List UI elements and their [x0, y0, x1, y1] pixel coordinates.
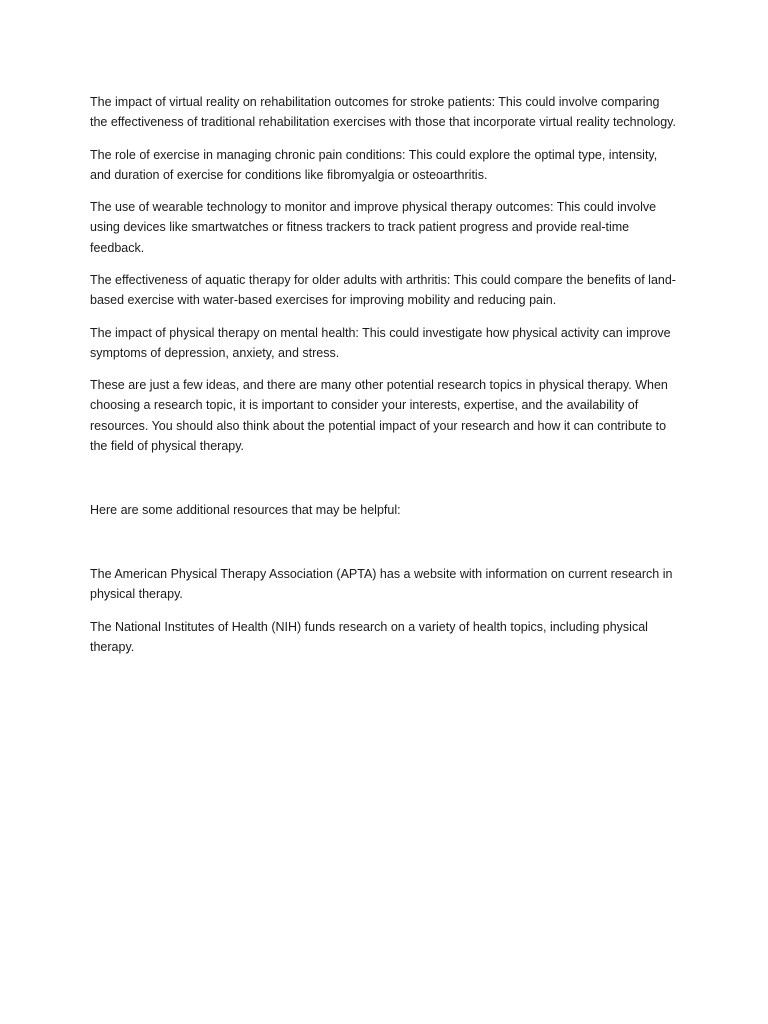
- paragraph-resources-intro: Here are some additional resources that may be helpful:: [90, 502, 401, 517]
- paragraph-apta-resource: The American Physical Therapy Association (APTA) has a website with information on current research in physical therapy.: [90, 567, 673, 602]
- paragraph-nih-resource: The National Institutes of Health (NIH) funds research on a variety of health topics, including physical therapy.: [90, 619, 648, 654]
- paragraph-wearable-technology: The use of wearable technology to monitor and improve physical therapy outcomes: This could involve using devices like smartwatches or fitness trackers to track patient progress and provide real-time feedback.: [90, 200, 657, 255]
- paragraph-mental-health: The impact of physical therapy on mental health: This could investigate how physical activity can improve symptoms of depression, anxiety, and stress.: [90, 325, 671, 360]
- paragraph-aquatic-therapy: The effectiveness of aquatic therapy for older adults with arthritis: This could compare the benefits of land-based exercise with water-based exercises for improving mobility and reducing pain.: [90, 272, 676, 308]
- document-body: [90, 92, 680, 669]
- paragraph-vr-rehabilitation: The impact of virtual reality on rehabilitation outcomes for stroke patients: This could involve comparing the effectiveness of traditional rehabilitation exercises with those that incorporate virtual reality technology.: [90, 95, 676, 130]
- paragraph-chronic-pain-exercise: The role of exercise in managing chronic pain conditions: This could explore the optimal type, intensity, and duration of exercise for conditions like fibromyalgia or osteoarthritis.: [90, 147, 658, 182]
- paragraph-summary: These are just a few ideas, and there are many other potential research topics in physical therapy. When choosing a research topic, it is important to consider your interests, expertise, and the availability of resources. You should also think about the potential impact of your research and how it can contribute to the field of physical therapy.: [90, 378, 668, 453]
